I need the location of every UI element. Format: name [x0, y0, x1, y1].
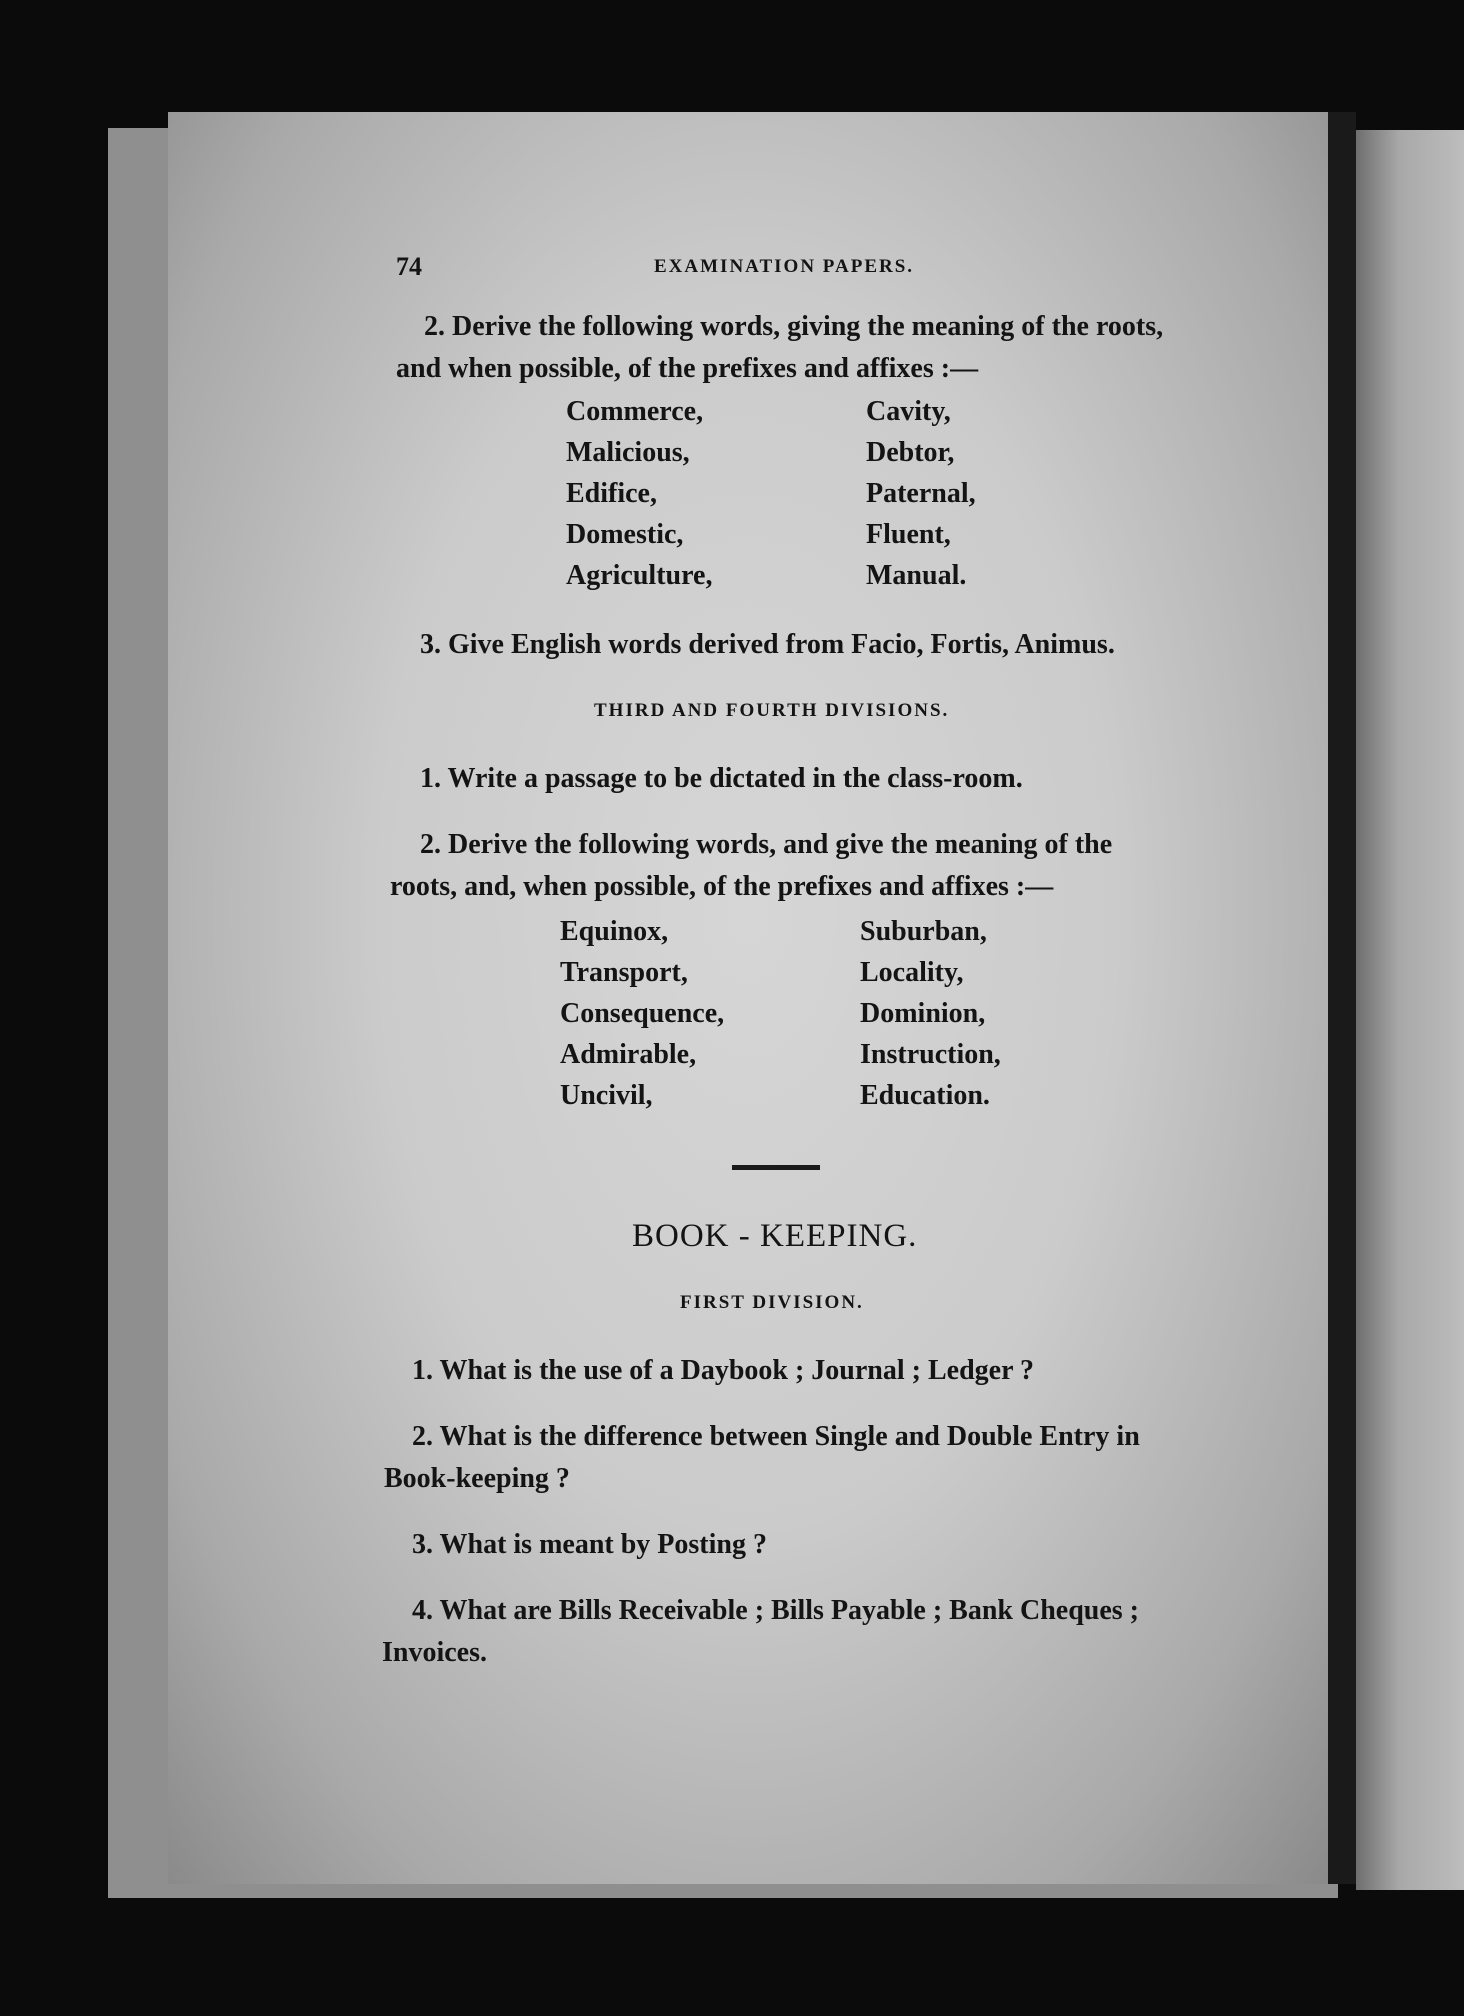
word-list-item: Domestic,	[566, 519, 684, 550]
question-4-line-1: 4. What are Bills Receivable ; Bills Payable ; Bank Cheques ;	[412, 1595, 1139, 1626]
word-list-item: Commerce,	[566, 396, 704, 427]
page-gutter	[1328, 112, 1356, 1884]
page-number: 74	[396, 252, 422, 281]
division-heading: FIRST DIVISION.	[680, 1292, 864, 1313]
section-title: BOOK - KEEPING.	[632, 1218, 918, 1254]
book-page	[168, 112, 1328, 1884]
question-2-line-2: Book-keeping ?	[384, 1463, 570, 1494]
question-4-line-2: Invoices.	[382, 1637, 487, 1668]
word-list-item: Instruction,	[860, 1039, 1001, 1070]
word-list-item: Admirable,	[560, 1039, 697, 1070]
word-list-item: Uncivil,	[560, 1080, 653, 1111]
word-list-item: Cavity,	[866, 396, 951, 427]
section-divider	[732, 1165, 820, 1170]
word-list-item: Agriculture,	[566, 560, 713, 591]
word-list-item: Transport,	[560, 957, 688, 988]
question-1: 1. What is the use of a Daybook ; Journal ; Ledger ?	[412, 1355, 1035, 1386]
word-list-item: Education.	[860, 1080, 990, 1111]
word-list-item: Suburban,	[860, 916, 987, 947]
question-2-line-2: roots, and, when possible, of the prefixes and affixes :—	[390, 871, 1054, 902]
word-list-item: Debtor,	[866, 437, 955, 468]
question-3: 3. What is meant by Posting ?	[412, 1529, 767, 1560]
question-3: 3. Give English words derived from Facio, Fortis, Animus.	[420, 629, 1115, 660]
facing-page-edge	[1356, 130, 1464, 1890]
running-head: EXAMINATION PAPERS.	[654, 256, 915, 277]
word-list-item: Manual.	[866, 560, 967, 591]
word-list-item: Locality,	[860, 957, 964, 988]
word-list-item: Malicious,	[566, 437, 690, 468]
question-2-line-2: and when possible, of the prefixes and affixes :—	[396, 353, 979, 384]
question-2-line-1: 2. What is the difference between Single and Double Entry in	[412, 1421, 1140, 1452]
word-list-item: Fluent,	[866, 519, 951, 550]
word-list-item: Dominion,	[860, 998, 986, 1029]
question-2-line-1: 2. Derive the following words, and give the meaning of the	[420, 829, 1113, 860]
question-2-line-1: 2. Derive the following words, giving the meaning of the roots,	[424, 311, 1164, 342]
word-list-item: Equinox,	[560, 916, 669, 947]
word-list-item: Consequence,	[560, 998, 725, 1029]
question-1: 1. Write a passage to be dictated in the class-room.	[420, 763, 1023, 794]
division-heading: THIRD AND FOURTH DIVISIONS.	[594, 700, 950, 721]
word-list-item: Edifice,	[566, 478, 657, 509]
word-list-item: Paternal,	[866, 478, 976, 509]
